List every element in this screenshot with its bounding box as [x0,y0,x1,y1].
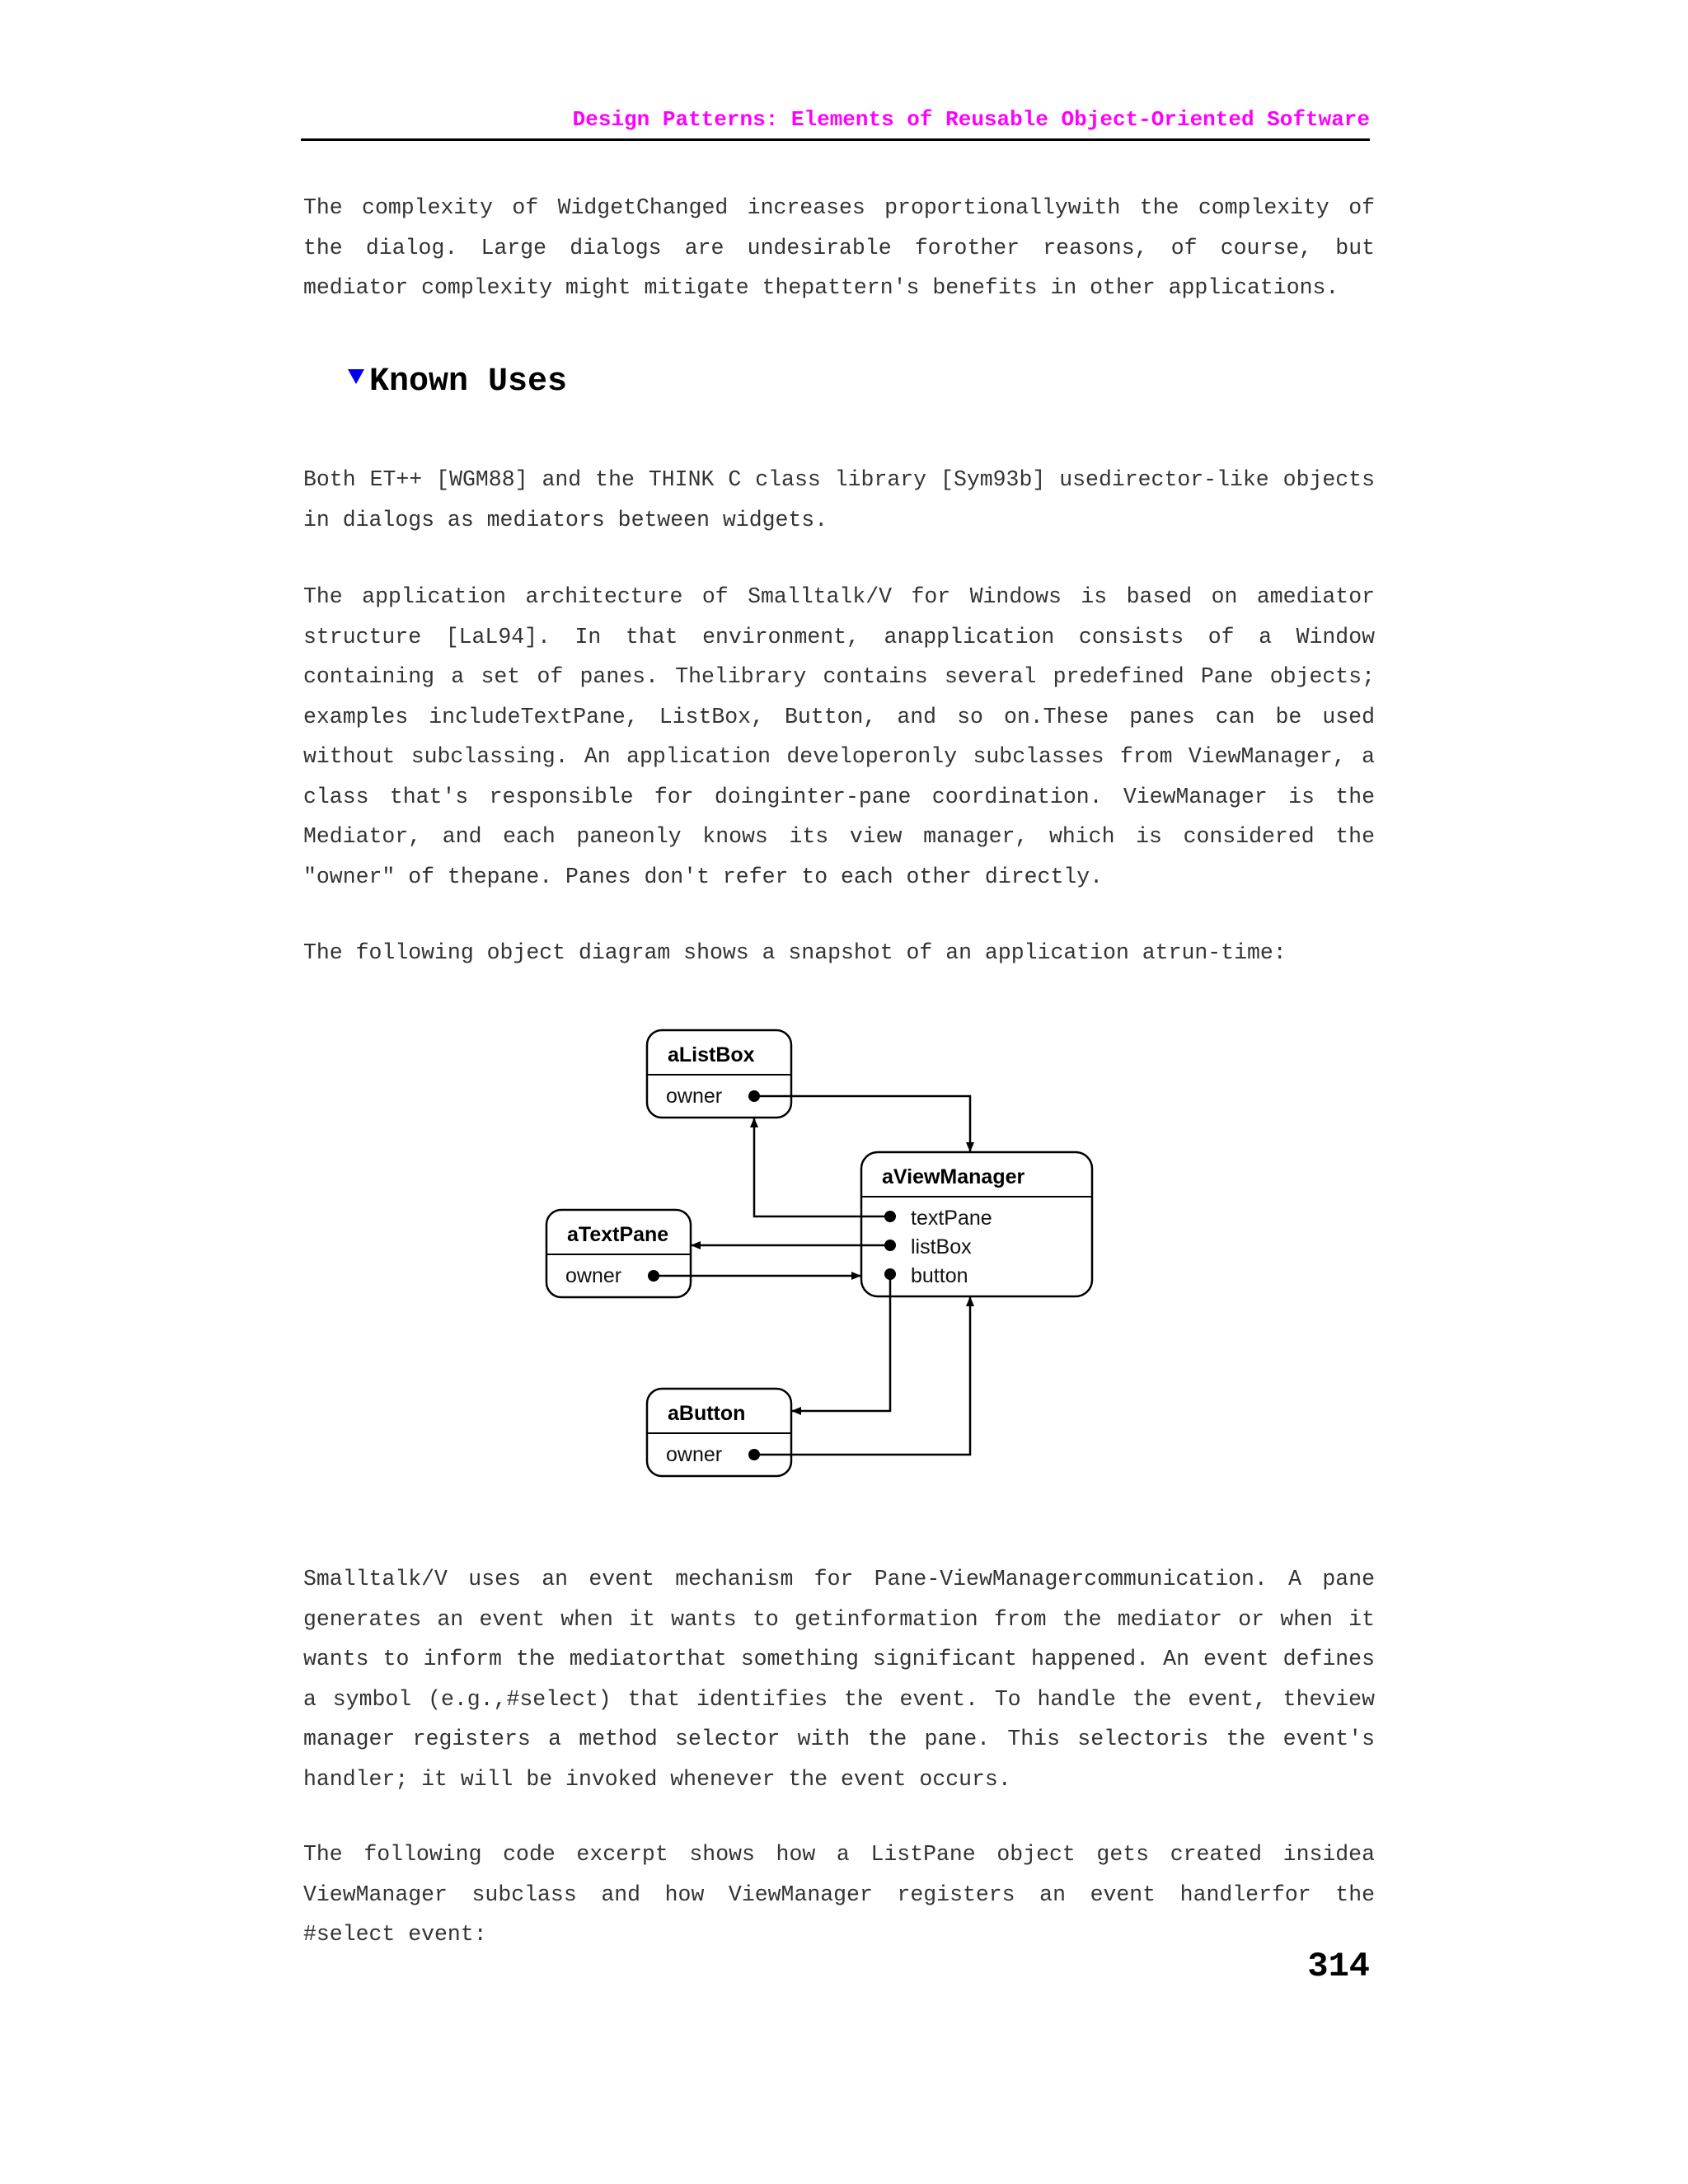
alistbox-object [647,1030,791,1118]
aviewmanager-textpane-field: textPane [911,1207,992,1230]
abutton-object [647,1389,791,1476]
paragraph-event-mechanism: Smalltalk/V uses an event mechanism for Pane-ViewManagercommunication. A pane generates an event when it wants to getinformation from the mediator or when it wants to inform the mediatorthat something significant happened. An event defines a symbol (e.g.,#select) that identifies the event. To handle the event, theview manager registers a method selector with the pane. This selectoris the event's handler; it will be invoked whenever the event occurs. [303,1567,1375,1792]
section-title: Known Uses [369,363,568,401]
abutton-owner-field: owner [666,1443,723,1466]
paragraph-diagram-intro: The following object diagram shows a snapshot of an application atrun-time: [303,940,1287,965]
paragraph-widgetchanged-complexity: The complexity of WidgetChanged increases proportionallywith the complexity of the dialog. Large dialogs are undesirable forother reasons, of course, but mediator complexity might mitigate thepattern's benefits in other applications. [303,195,1375,300]
aviewmanager-button-field: button [911,1264,968,1287]
alistbox-owner-field: owner [666,1085,723,1108]
running-header: Design Patterns: Elements of Reusable Object-Oriented Software [572,107,1370,132]
aviewmanager-listbox-field: listBox [911,1235,972,1258]
paragraph-et-think-c: Both ET++ [WGM88] and the THINK C class library [Sym93b] usedirector-like objects in dialogs as mediators between widgets. [303,467,1375,532]
alistbox-name: aListBox [668,1043,755,1066]
atextpane-name: aTextPane [567,1223,669,1246]
paragraph-smalltalk-architecture: The application architecture of Smalltalk/V for Windows is based on amediator structure [LaL94]. In that environment, anapplication consists of a Window containing a set of panes. Thelibrary contains several predefined Pane objects; examples includeTextPane, ListBox, Button, and so on.These panes can be used without subclassing. An application developeronly subclasses from ViewManager, a class that's responsible for doinginter-pane coordination. ViewManager is the Mediator, and each paneonly knows its view manager, which is considered the "owner" of thepane. Panes don't refer to each other directly. [303,584,1375,889]
page-number: 314 [1307,1947,1370,1986]
aviewmanager-object [861,1152,1092,1296]
atextpane-owner-field: owner [565,1264,622,1287]
atextpane-object [546,1210,691,1297]
abutton-name: aButton [668,1402,746,1425]
aviewmanager-name: aViewManager [882,1165,1025,1188]
paragraph-code-excerpt-intro: The following code excerpt shows how a ListPane object gets created insidea ViewManager subclass and how ViewManager registers an event handlerfor the #select event: [303,1842,1375,1947]
